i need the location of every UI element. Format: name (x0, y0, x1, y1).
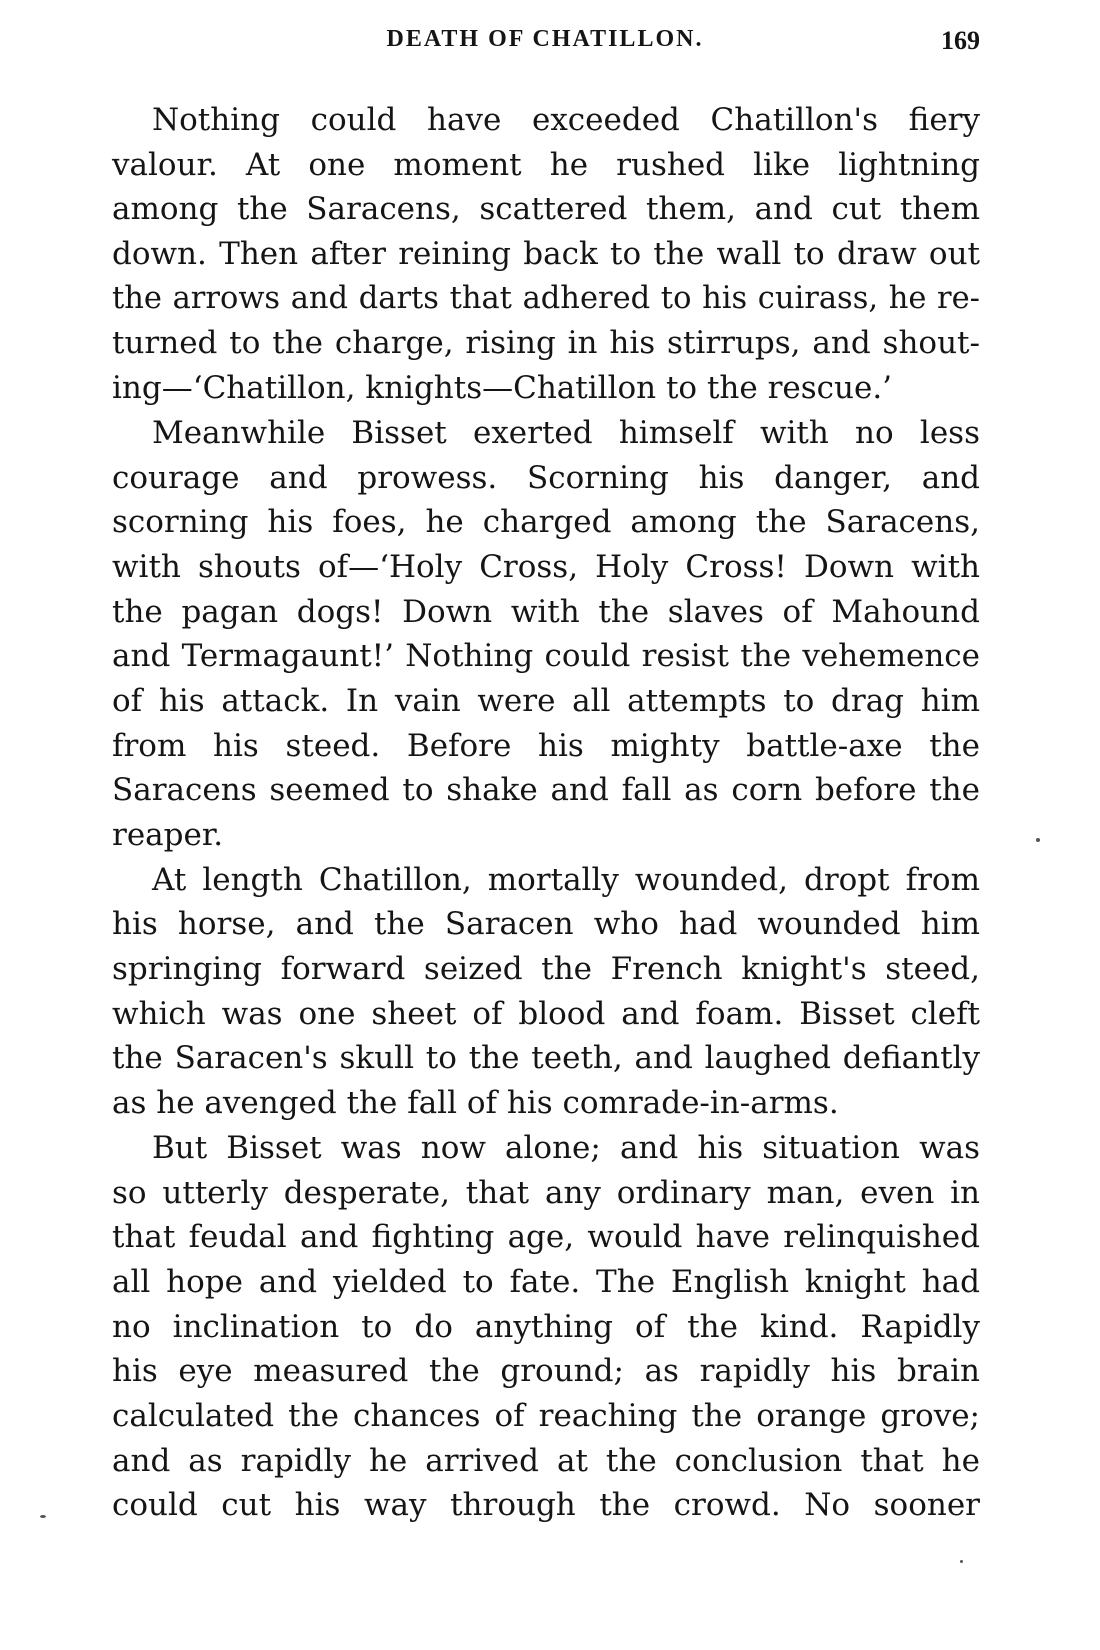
text-line: among the Saracens, scattered them, and cut them (112, 191, 980, 228)
text-line: of his attack. In vain were all attempts to drag him (112, 682, 980, 719)
running-head (110, 26, 980, 66)
text-line: his eye measured the ground; as rapidly his brain (112, 1353, 980, 1390)
text-line: the pagan dogs! Down with the slaves of Mahound (112, 593, 980, 630)
text-line: down. Then after reining back to the wall to draw out (112, 236, 980, 273)
text-line: no inclination to do anything of the kind. Rapidly (112, 1308, 980, 1345)
text-line: the Saracen's skull to the teeth, and laughed defiantly (112, 1040, 980, 1077)
body-text (112, 98, 980, 1528)
text-line: ing—‘Chatillon, knights—Chatillon to the rescue.’ (112, 370, 893, 407)
text-line: so utterly desperate, that any ordinary man, even in (112, 1174, 980, 1211)
text-line: as he avenged the fall of his comrade-in-arms. (112, 1085, 839, 1122)
text-line: Saracens seemed to shake and fall as corn before the (112, 772, 980, 809)
ink-speck (40, 1515, 46, 1518)
text-line: his horse, and the Saracen who had wounded him (112, 906, 980, 943)
text-line: springing forward seized the French knight's steed, (112, 951, 980, 988)
text-line: turned to the charge, rising in his stirrups, and shout- (112, 325, 980, 362)
text-line: could cut his way through the crowd. No sooner (112, 1487, 980, 1524)
ink-speck (960, 1560, 963, 1563)
text-line: and as rapidly he arrived at the conclusion that he (112, 1442, 980, 1479)
running-title: DEATH OF CHATILLON. (386, 26, 704, 52)
text-line: valour. At one moment he rushed like lightning (112, 146, 980, 183)
text-line: and Termagaunt!’ Nothing could resist the vehemence (112, 638, 980, 675)
text-line: from his steed. Before his mighty battle-axe the (112, 727, 980, 764)
ink-speck (1036, 838, 1040, 842)
page-number: 169 (941, 26, 980, 55)
text-line: courage and prowess. Scorning his danger, and (112, 459, 980, 496)
text-line: the arrows and darts that adhered to his cuirass, he re- (112, 280, 980, 316)
text-line: which was one sheet of blood and foam. Bisset cleft (112, 995, 980, 1032)
text-line: reaper. (112, 817, 224, 853)
text-line: scorning his foes, he charged among the Saracens, (112, 504, 980, 541)
text-line: Meanwhile Bisset exerted himself with no less (152, 414, 980, 451)
text-line: with shouts of—‘Holy Cross, Holy Cross! Down with (112, 548, 980, 585)
text-line: all hope and yielded to fate. The English knight had (112, 1263, 980, 1300)
text-line: that feudal and fighting age, would have relinquished (112, 1219, 980, 1256)
text-line: At length Chatillon, mortally wounded, dropt from (152, 861, 980, 898)
text-line: But Bisset was now alone; and his situation was (152, 1129, 980, 1166)
text-line: Nothing could have exceeded Chatillon's fiery (152, 102, 980, 138)
text-line: calculated the chances of reaching the orange grove; (112, 1397, 980, 1434)
